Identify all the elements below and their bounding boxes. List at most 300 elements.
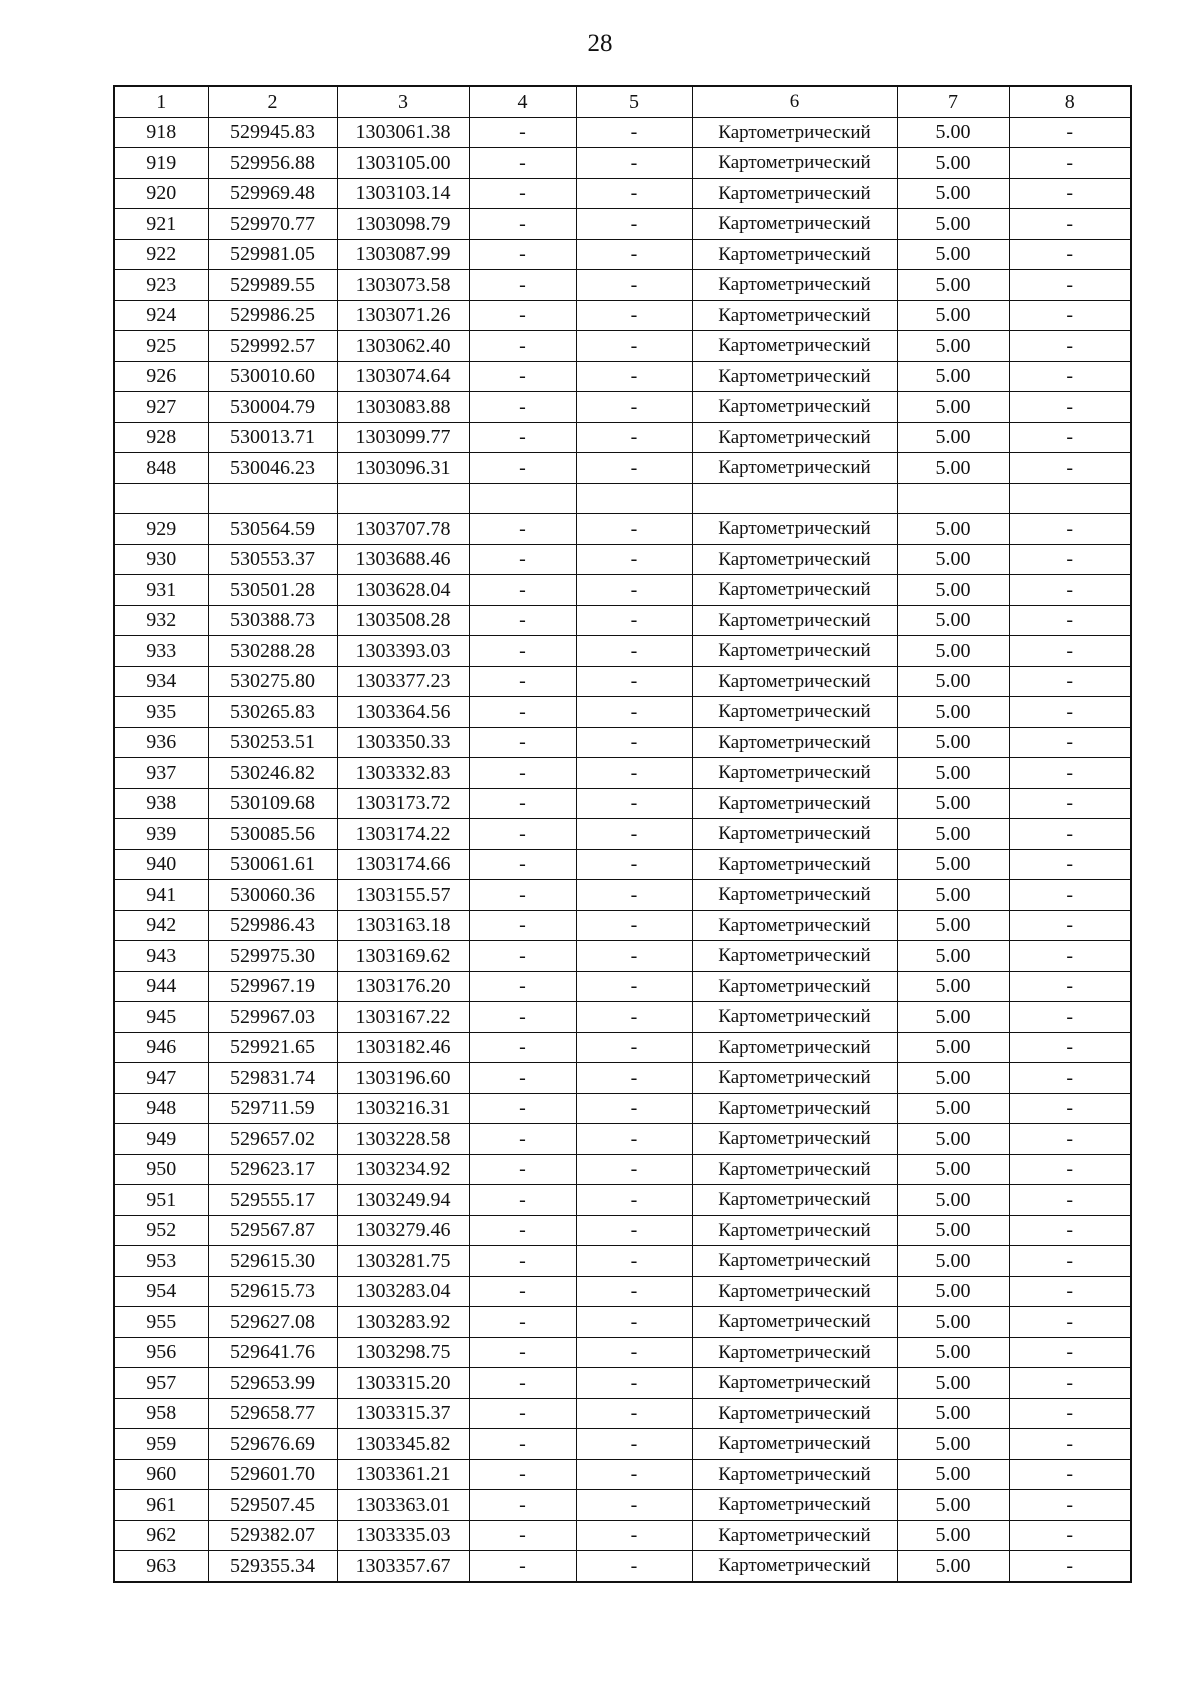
table-cell-col-1: 939 [114, 819, 208, 850]
table-cell-col-7: 5.00 [897, 300, 1009, 331]
table-cell-col-8: - [1009, 880, 1131, 911]
table-cell-col-3: 1303234.92 [337, 1154, 469, 1185]
table-row [114, 361, 1131, 392]
table-cell-col-5: - [576, 1520, 692, 1551]
table-cell-col-3: 1303216.31 [337, 1093, 469, 1124]
table-cell-col-1: 946 [114, 1032, 208, 1063]
table-cell-col-7: 5.00 [897, 1002, 1009, 1033]
table-cell-col-3: 1303508.28 [337, 605, 469, 636]
table-cell-col-6: Картометрический [692, 361, 897, 392]
table-header-row [114, 86, 1131, 117]
table-row [114, 1032, 1131, 1063]
table-cell-col-3: 1303105.00 [337, 148, 469, 179]
table-cell-col-6: Картометрический [692, 880, 897, 911]
table-cell-col-4: - [469, 270, 576, 301]
table-cell-col-7: 5.00 [897, 1215, 1009, 1246]
table-cell-col-1: 955 [114, 1307, 208, 1338]
table-cell-col-4: - [469, 544, 576, 575]
table-cell-col-2: 529992.57 [208, 331, 337, 362]
table-cell-col-3: 1303707.78 [337, 514, 469, 545]
table-cell-col-5: - [576, 117, 692, 148]
table-cell-col-7: 5.00 [897, 575, 1009, 606]
table-cell-col-3: 1303249.94 [337, 1185, 469, 1216]
table-cell-col-4: - [469, 636, 576, 667]
table-cell-col-4: - [469, 1490, 576, 1521]
table-cell-col-2: 530388.73 [208, 605, 337, 636]
table-cell-col-2: 530013.71 [208, 422, 337, 453]
table-cell-col-1: 947 [114, 1063, 208, 1094]
table-row [114, 1276, 1131, 1307]
table-cell-col-1: 954 [114, 1276, 208, 1307]
table-cell-col-7: 5.00 [897, 1368, 1009, 1399]
table-cell-col-2: 529615.30 [208, 1246, 337, 1277]
table-cell-col-1: 926 [114, 361, 208, 392]
table-cell-col-1: 934 [114, 666, 208, 697]
table-cell-col-4: - [469, 1093, 576, 1124]
table-cell-col-4 [469, 483, 576, 514]
table-cell-col-6: Картометрический [692, 117, 897, 148]
table-cell-col-6: Картометрический [692, 1002, 897, 1033]
table-row [114, 788, 1131, 819]
table-row [114, 1398, 1131, 1429]
table-cell-col-2: 530085.56 [208, 819, 337, 850]
column-header-3: 3 [337, 86, 469, 117]
table-cell-col-6: Картометрический [692, 1276, 897, 1307]
table-cell-col-8: - [1009, 605, 1131, 636]
table-cell-col-7: 5.00 [897, 1490, 1009, 1521]
table-cell-col-4: - [469, 178, 576, 209]
table-cell-col-3: 1303377.23 [337, 666, 469, 697]
table-cell-col-8: - [1009, 1032, 1131, 1063]
table-cell-col-7: 5.00 [897, 361, 1009, 392]
table-cell-col-7: 5.00 [897, 941, 1009, 972]
table-cell-col-3: 1303279.46 [337, 1215, 469, 1246]
table-cell-col-6: Картометрический [692, 1185, 897, 1216]
column-header-6: 6 [692, 86, 897, 117]
table-cell-col-2: 529623.17 [208, 1154, 337, 1185]
table-cell-col-5: - [576, 941, 692, 972]
table-cell-col-5: - [576, 758, 692, 789]
table-cell-col-3: 1303357.67 [337, 1551, 469, 1582]
table-cell-col-5: - [576, 819, 692, 850]
table-cell-col-8: - [1009, 392, 1131, 423]
table-cell-col-4: - [469, 1307, 576, 1338]
table-row [114, 544, 1131, 575]
table-cell-col-2: 530046.23 [208, 453, 337, 484]
table-cell-col-8: - [1009, 1154, 1131, 1185]
table-cell-col-7: 5.00 [897, 880, 1009, 911]
table-cell-col-3: 1303182.46 [337, 1032, 469, 1063]
table-cell-col-8: - [1009, 1429, 1131, 1460]
table-cell-col-8: - [1009, 849, 1131, 880]
table-cell-col-2: 529967.03 [208, 1002, 337, 1033]
table-cell-col-1: 940 [114, 849, 208, 880]
table-row [114, 239, 1131, 270]
table-cell-col-1: 921 [114, 209, 208, 240]
table-cell-col-5: - [576, 910, 692, 941]
table-row [114, 1551, 1131, 1582]
table-cell-col-6 [692, 483, 897, 514]
table-cell-col-5: - [576, 453, 692, 484]
table-cell-col-4: - [469, 1124, 576, 1155]
table-cell-col-8: - [1009, 148, 1131, 179]
table-cell-col-6: Картометрический [692, 1154, 897, 1185]
table-cell-col-3: 1303071.26 [337, 300, 469, 331]
table-cell-col-5: - [576, 1276, 692, 1307]
table-cell-col-3: 1303074.64 [337, 361, 469, 392]
table-row [114, 1429, 1131, 1460]
table-cell-col-7: 5.00 [897, 392, 1009, 423]
table-cell-col-4: - [469, 788, 576, 819]
table-cell-col-2: 530109.68 [208, 788, 337, 819]
table-cell-col-3: 1303098.79 [337, 209, 469, 240]
table-cell-col-3: 1303393.03 [337, 636, 469, 667]
table-cell-col-6: Картометрический [692, 148, 897, 179]
table-row [114, 514, 1131, 545]
table-cell-col-8: - [1009, 178, 1131, 209]
table-cell-col-6: Картометрический [692, 575, 897, 606]
table-cell-col-1: 930 [114, 544, 208, 575]
table-row [114, 300, 1131, 331]
table-row [114, 880, 1131, 911]
table-cell-col-4: - [469, 209, 576, 240]
table-cell-col-8: - [1009, 1490, 1131, 1521]
table-cell-col-4: - [469, 1551, 576, 1582]
table-cell-col-4: - [469, 1398, 576, 1429]
table-cell-col-6: Картометрический [692, 514, 897, 545]
table-cell-col-4: - [469, 880, 576, 911]
table-cell-col-8: - [1009, 422, 1131, 453]
table-cell-col-7: 5.00 [897, 422, 1009, 453]
table-cell-col-1: 958 [114, 1398, 208, 1429]
table-row [114, 605, 1131, 636]
table-row [114, 1520, 1131, 1551]
table-cell-col-5: - [576, 727, 692, 758]
table-cell-col-8: - [1009, 666, 1131, 697]
table-cell-col-6: Картометрический [692, 1551, 897, 1582]
table-cell-col-6: Картометрический [692, 1124, 897, 1155]
table-row [114, 575, 1131, 606]
table-cell-col-2: 529970.77 [208, 209, 337, 240]
table-cell-col-8: - [1009, 1093, 1131, 1124]
table-cell-col-3: 1303364.56 [337, 697, 469, 728]
table-cell-col-2: 530564.59 [208, 514, 337, 545]
table-cell-col-5: - [576, 270, 692, 301]
table-cell-col-3: 1303083.88 [337, 392, 469, 423]
table-cell-col-8: - [1009, 1246, 1131, 1277]
table-cell-col-4: - [469, 727, 576, 758]
table-cell-col-1: 848 [114, 453, 208, 484]
table-cell-col-4: - [469, 758, 576, 789]
table-cell-col-5: - [576, 331, 692, 362]
table-cell-col-1: 918 [114, 117, 208, 148]
table-cell-col-8: - [1009, 819, 1131, 850]
table-cell-col-3: 1303087.99 [337, 239, 469, 270]
table-cell-col-5: - [576, 422, 692, 453]
table-cell-col-8: - [1009, 117, 1131, 148]
table-cell-col-8: - [1009, 361, 1131, 392]
table-cell-col-8: - [1009, 270, 1131, 301]
table-cell-col-6: Картометрический [692, 849, 897, 880]
table-row [114, 1124, 1131, 1155]
table-cell-col-7: 5.00 [897, 636, 1009, 667]
table-cell-col-4: - [469, 514, 576, 545]
table-cell-col-5: - [576, 1002, 692, 1033]
table-cell-col-7: 5.00 [897, 270, 1009, 301]
table-cell-col-1: 929 [114, 514, 208, 545]
table-cell-col-2: 529653.99 [208, 1368, 337, 1399]
table-cell-col-1: 961 [114, 1490, 208, 1521]
table-cell-col-7: 5.00 [897, 1154, 1009, 1185]
table-cell-col-2: 530060.36 [208, 880, 337, 911]
table-row [114, 178, 1131, 209]
table-cell-col-5: - [576, 1490, 692, 1521]
table-cell-col-7: 5.00 [897, 209, 1009, 240]
table-cell-col-3: 1303155.57 [337, 880, 469, 911]
table-cell-col-1: 938 [114, 788, 208, 819]
table-cell-col-5: - [576, 544, 692, 575]
table-cell-col-5: - [576, 1459, 692, 1490]
table-cell-col-8: - [1009, 910, 1131, 941]
table-cell-col-4: - [469, 1032, 576, 1063]
table-cell-col-8: - [1009, 1337, 1131, 1368]
table-row [114, 636, 1131, 667]
table-cell-col-3: 1303099.77 [337, 422, 469, 453]
table-cell-col-5: - [576, 1429, 692, 1460]
table-cell-col-7: 5.00 [897, 148, 1009, 179]
table-cell-col-2: 530010.60 [208, 361, 337, 392]
table-cell-col-2: 530553.37 [208, 544, 337, 575]
table-cell-col-5: - [576, 971, 692, 1002]
table-cell-col-2: 530061.61 [208, 849, 337, 880]
table-row [114, 1063, 1131, 1094]
table-cell-col-4: - [469, 666, 576, 697]
table-cell-col-3: 1303174.22 [337, 819, 469, 850]
table-cell-col-2: 529555.17 [208, 1185, 337, 1216]
table-cell-col-4: - [469, 1429, 576, 1460]
table-cell-col-2: 529355.34 [208, 1551, 337, 1582]
table-cell-col-2: 530246.82 [208, 758, 337, 789]
table-cell-col-4: - [469, 422, 576, 453]
table-cell-col-8: - [1009, 1215, 1131, 1246]
table-cell-col-1: 960 [114, 1459, 208, 1490]
table-body [114, 86, 1131, 1582]
table-cell-col-6: Картометрический [692, 1490, 897, 1521]
table-cell-col-3: 1303350.33 [337, 727, 469, 758]
table-cell-col-4: - [469, 575, 576, 606]
table-row [114, 1246, 1131, 1277]
table-cell-col-2: 529657.02 [208, 1124, 337, 1155]
table-cell-col-2: 530288.28 [208, 636, 337, 667]
table-cell-col-7: 5.00 [897, 849, 1009, 880]
table-row [114, 392, 1131, 423]
table-cell-col-2: 529969.48 [208, 178, 337, 209]
table-cell-col-1: 953 [114, 1246, 208, 1277]
table-cell-col-6: Картометрический [692, 758, 897, 789]
table-cell-col-6: Картометрический [692, 788, 897, 819]
table-cell-col-7: 5.00 [897, 1459, 1009, 1490]
table-cell-col-8: - [1009, 300, 1131, 331]
table-cell-col-6: Картометрический [692, 1520, 897, 1551]
table-cell-col-2: 529641.76 [208, 1337, 337, 1368]
table-cell-col-6: Картометрический [692, 971, 897, 1002]
table-cell-col-7: 5.00 [897, 544, 1009, 575]
table-cell-col-4: - [469, 605, 576, 636]
table-cell-col-8: - [1009, 758, 1131, 789]
table-cell-col-6: Картометрический [692, 331, 897, 362]
table-cell-col-4: - [469, 1154, 576, 1185]
table-cell-col-1: 919 [114, 148, 208, 179]
table-cell-col-2: 529627.08 [208, 1307, 337, 1338]
table-cell-col-6: Картометрический [692, 636, 897, 667]
table-cell-col-3: 1303298.75 [337, 1337, 469, 1368]
table-cell-col-3: 1303196.60 [337, 1063, 469, 1094]
table-cell-col-6: Картометрический [692, 819, 897, 850]
table-cell-col-5: - [576, 1215, 692, 1246]
table-cell-col-6: Картометрический [692, 209, 897, 240]
table-cell-col-1: 931 [114, 575, 208, 606]
table-cell-col-7: 5.00 [897, 1429, 1009, 1460]
table-cell-col-6: Картометрический [692, 1429, 897, 1460]
table-cell-col-4: - [469, 910, 576, 941]
table-cell-col-8: - [1009, 209, 1131, 240]
table-cell-col-1: 924 [114, 300, 208, 331]
table-cell-col-3: 1303173.72 [337, 788, 469, 819]
table-cell-col-6: Картометрический [692, 727, 897, 758]
table-cell-col-4: - [469, 239, 576, 270]
table-cell-col-7: 5.00 [897, 666, 1009, 697]
table-cell-col-4: - [469, 1002, 576, 1033]
table-cell-col-8: - [1009, 971, 1131, 1002]
table-cell-col-5: - [576, 1093, 692, 1124]
table-cell-col-4: - [469, 819, 576, 850]
table-cell-col-7: 5.00 [897, 117, 1009, 148]
table-cell-col-6: Картометрический [692, 1032, 897, 1063]
table-row [114, 1307, 1131, 1338]
table-cell-col-3: 1303062.40 [337, 331, 469, 362]
table-cell-col-5: - [576, 697, 692, 728]
table-cell-col-7: 5.00 [897, 1276, 1009, 1307]
table-cell-col-2: 529981.05 [208, 239, 337, 270]
table-cell-col-4: - [469, 971, 576, 1002]
table-cell-col-1: 933 [114, 636, 208, 667]
table-cell-col-2: 529615.73 [208, 1276, 337, 1307]
table-row [114, 727, 1131, 758]
table-cell-col-5: - [576, 666, 692, 697]
table-row [114, 1154, 1131, 1185]
table-cell-col-5: - [576, 239, 692, 270]
table-cell-col-5: - [576, 605, 692, 636]
table-cell-col-7: 5.00 [897, 1093, 1009, 1124]
table-cell-col-5: - [576, 178, 692, 209]
table-cell-col-7: 5.00 [897, 1063, 1009, 1094]
table-cell-col-8: - [1009, 1368, 1131, 1399]
table-cell-col-6: Картометрический [692, 1307, 897, 1338]
table-cell-col-6: Картометрический [692, 178, 897, 209]
table-cell-col-4: - [469, 1368, 576, 1399]
table-cell-col-5: - [576, 1368, 692, 1399]
page-number: 28 [587, 30, 613, 57]
table-cell-col-6: Картометрический [692, 666, 897, 697]
table-row [114, 941, 1131, 972]
table-cell-col-2: 529676.69 [208, 1429, 337, 1460]
table-cell-col-2: 529921.65 [208, 1032, 337, 1063]
table-cell-col-6: Картометрический [692, 270, 897, 301]
table-cell-col-1: 943 [114, 941, 208, 972]
table-cell-col-8: - [1009, 1307, 1131, 1338]
table-cell-col-4: - [469, 1337, 576, 1368]
table-cell-col-8: - [1009, 1459, 1131, 1490]
table-cell-col-2: 529601.70 [208, 1459, 337, 1490]
table-cell-col-7: 5.00 [897, 910, 1009, 941]
column-header-5: 5 [576, 86, 692, 117]
table-cell-col-8: - [1009, 453, 1131, 484]
table-cell-col-7: 5.00 [897, 453, 1009, 484]
table-row [114, 910, 1131, 941]
table-cell-col-3: 1303315.37 [337, 1398, 469, 1429]
table-cell-col-2: 530275.80 [208, 666, 337, 697]
table-cell-col-7: 5.00 [897, 178, 1009, 209]
table-cell-col-7: 5.00 [897, 331, 1009, 362]
table-cell-col-3: 1303345.82 [337, 1429, 469, 1460]
table-cell-col-7: 5.00 [897, 1185, 1009, 1216]
table-cell-col-3: 1303335.03 [337, 1520, 469, 1551]
table-cell-col-3: 1303096.31 [337, 453, 469, 484]
table-cell-col-3: 1303361.21 [337, 1459, 469, 1490]
table-cell-col-8: - [1009, 544, 1131, 575]
table-cell-col-1: 950 [114, 1154, 208, 1185]
table-cell-col-1: 925 [114, 331, 208, 362]
table-cell-col-1: 922 [114, 239, 208, 270]
table-cell-col-1 [114, 483, 208, 514]
table-cell-col-2: 529989.55 [208, 270, 337, 301]
table-cell-col-1: 927 [114, 392, 208, 423]
table-cell-col-2: 529711.59 [208, 1093, 337, 1124]
table-cell-col-7: 5.00 [897, 1398, 1009, 1429]
table-cell-col-6: Картометрический [692, 544, 897, 575]
table-cell-col-7: 5.00 [897, 1246, 1009, 1277]
table-cell-col-1: 963 [114, 1551, 208, 1582]
table-cell-col-7: 5.00 [897, 1307, 1009, 1338]
table-cell-col-2: 529956.88 [208, 148, 337, 179]
table-cell-col-3: 1303073.58 [337, 270, 469, 301]
table-cell-col-8: - [1009, 788, 1131, 819]
table-cell-col-1: 923 [114, 270, 208, 301]
table-cell-col-8: - [1009, 239, 1131, 270]
table-cell-col-8: - [1009, 1185, 1131, 1216]
table-cell-col-2: 529975.30 [208, 941, 337, 972]
table-cell-col-5: - [576, 1154, 692, 1185]
table-cell-col-7: 5.00 [897, 514, 1009, 545]
table-cell-col-5: - [576, 392, 692, 423]
table-cell-col-7: 5.00 [897, 971, 1009, 1002]
table-cell-col-3: 1303283.92 [337, 1307, 469, 1338]
table-cell-col-3: 1303061.38 [337, 117, 469, 148]
column-header-8: 8 [1009, 86, 1131, 117]
table-cell-col-8: - [1009, 331, 1131, 362]
table-cell-col-4: - [469, 392, 576, 423]
table-cell-col-4: - [469, 361, 576, 392]
table-cell-col-8: - [1009, 697, 1131, 728]
table-row [114, 971, 1131, 1002]
table-cell-col-1: 936 [114, 727, 208, 758]
table-cell-col-1: 951 [114, 1185, 208, 1216]
table-row [114, 209, 1131, 240]
table-cell-col-5: - [576, 1337, 692, 1368]
table-cell-col-2: 530501.28 [208, 575, 337, 606]
table-cell-col-1: 957 [114, 1368, 208, 1399]
table-cell-col-6: Картометрический [692, 1063, 897, 1094]
